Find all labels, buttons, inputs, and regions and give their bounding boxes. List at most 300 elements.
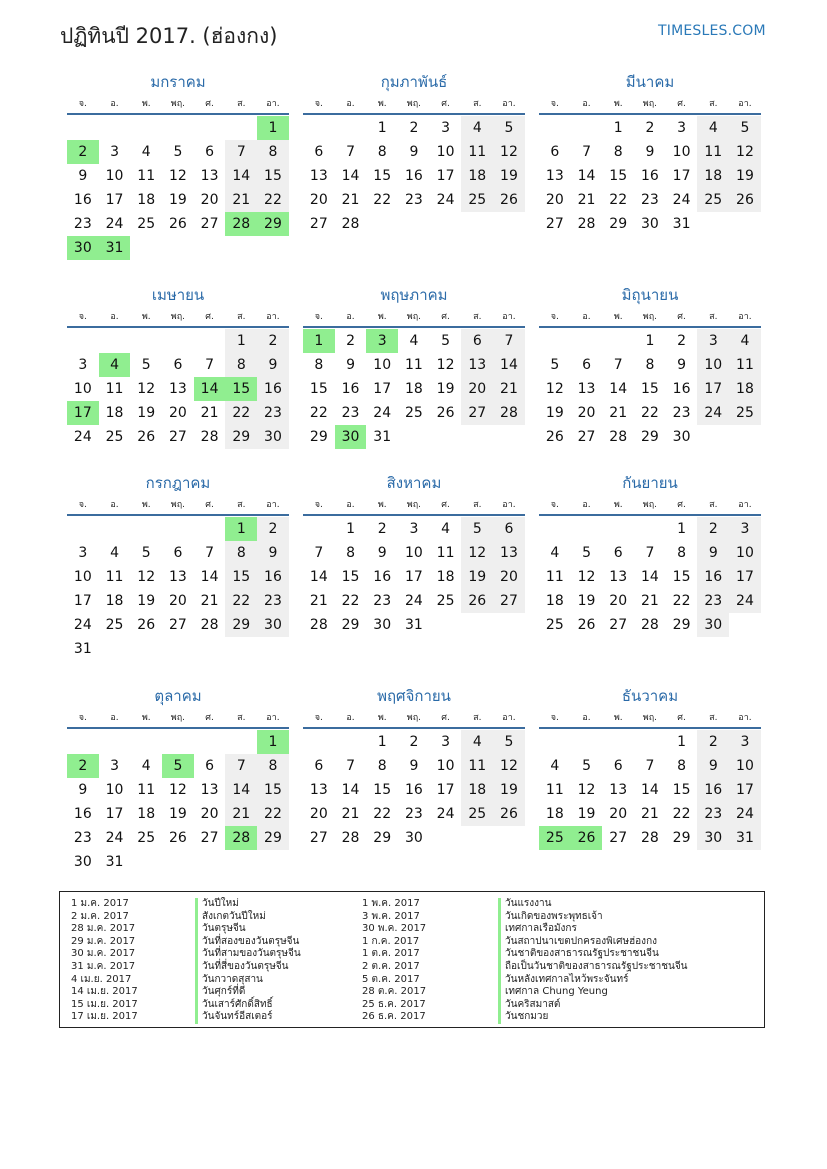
holiday-day-cell: 25 [539,826,571,850]
day-cell: 17 [373,381,392,397]
weekday-label: พ. [613,99,623,109]
day-cell: 1 [377,120,387,136]
day-cell: 7 [346,758,355,774]
day-cell: 16 [373,569,392,585]
day-cell: 6 [550,144,560,160]
legend-dates-col-2 [362,898,426,1024]
legend-date: 26 ธ.ค. 2017 [362,1011,426,1023]
day-cell: 1 [225,329,257,353]
empty-cell [162,329,194,353]
weekday-label: พ. [613,500,623,510]
month-block [539,71,761,236]
day-cell: 8 [645,357,655,373]
weekday-label: ส. [237,713,246,723]
empty-cell [225,730,257,754]
day-cell: 23 [73,830,92,846]
day-cell: 22 [341,593,360,609]
weekday-header [67,93,289,115]
empty-cell [130,517,162,541]
day-cell: 5 [441,333,451,349]
empty-cell [602,329,634,353]
weekday-label: อา. [502,312,516,322]
day-cell: 10 [404,545,423,561]
day-cell: 28 [493,401,525,425]
day-grid [303,730,525,850]
day-cell: 15 [672,569,691,585]
day-cell: 5 [550,357,560,373]
day-cell: 8 [377,758,387,774]
day-cell: 30 [373,617,392,633]
day-cell: 9 [377,545,387,561]
day-cell: 25 [461,188,493,212]
month-block [539,472,761,637]
day-cell: 16 [404,782,423,798]
day-cell: 9 [697,541,729,565]
day-cell: 9 [78,782,88,798]
day-cell: 29 [225,613,257,637]
month-name: กันยายน [622,474,678,492]
day-cell: 9 [645,144,655,160]
site-link[interactable]: TIMESLES.COM [658,23,766,39]
legend-holiday-name: ถือเป็นวันชาติของสาธารณรัฐประชาชนจีน [498,961,688,974]
weekday-header [67,707,289,729]
weekday-label: อา. [266,713,280,723]
day-cell: 10 [373,357,392,373]
day-cell: 10 [729,754,761,778]
day-grid [303,329,525,449]
holiday-day-cell: 28 [225,826,257,850]
weekday-label: อ. [346,713,355,723]
weekday-label: พ. [141,713,151,723]
weekday-label: อา. [266,500,280,510]
day-cell: 12 [436,357,455,373]
weekday-label: ส. [473,312,482,322]
month-block [303,685,525,850]
day-cell: 3 [441,734,451,750]
page-title: ปฏิทินปี 2017. (ฮ่องกง) [60,24,278,48]
day-cell: 8 [257,754,289,778]
day-cell: 16 [257,565,289,589]
holiday-day-cell: 31 [99,236,131,260]
weekday-label: ศ. [677,99,686,109]
day-cell: 5 [729,116,761,140]
day-cell: 27 [168,429,187,445]
legend-names-col-2 [498,898,688,1024]
holiday-day-cell: 28 [225,212,257,236]
day-cell: 7 [225,754,257,778]
day-cell: 23 [672,405,691,421]
day-cell: 23 [257,401,289,425]
day-cell: 15 [373,782,392,798]
day-cell: 30 [697,826,729,850]
day-cell: 29 [225,425,257,449]
month-name: มีนาคม [625,73,675,91]
weekday-label: อา. [738,500,752,510]
day-cell: 25 [105,429,124,445]
day-cell: 4 [729,329,761,353]
day-cell: 26 [493,188,525,212]
month-name: พฤศจิกายน [377,687,451,705]
day-cell: 28 [609,429,628,445]
weekday-label: ศ. [677,500,686,510]
month-block [67,284,289,449]
day-cell: 5 [582,758,591,774]
weekday-label: อา. [738,713,752,723]
day-cell: 26 [493,802,525,826]
day-cell: 16 [404,168,423,184]
day-cell: 1 [346,521,355,537]
day-cell: 11 [137,782,156,798]
empty-cell [162,730,194,754]
day-cell: 24 [373,405,392,421]
legend-holiday-name: วันตรุษจีน [195,923,301,936]
month-name: มกราคม [150,73,206,91]
empty-cell [194,116,226,140]
day-grid [67,329,289,449]
month-block [539,685,761,850]
weekday-label: ส. [709,500,718,510]
month-block [303,472,525,637]
day-cell: 20 [461,377,493,401]
empty-cell [130,116,162,140]
day-cell: 5 [493,730,525,754]
empty-cell [303,730,335,754]
day-cell: 1 [677,521,687,537]
day-cell: 21 [341,806,360,822]
day-cell: 26 [436,405,455,421]
day-cell: 26 [545,429,564,445]
day-cell: 22 [225,589,257,613]
day-cell: 29 [672,617,691,633]
day-cell: 23 [697,802,729,826]
day-cell: 14 [493,353,525,377]
legend-holiday-name: วันที่สามของวันตรุษจีน [195,948,301,961]
day-cell: 31 [729,826,761,850]
weekday-label: พฤ. [642,713,658,723]
day-cell: 6 [613,758,623,774]
month-name: กุมภาพันธ์ [380,73,448,91]
day-cell: 18 [436,569,455,585]
weekday-label: ส. [237,99,246,109]
day-cell: 16 [672,381,691,397]
day-cell: 27 [577,429,596,445]
day-cell: 10 [105,782,124,798]
weekday-label: พ. [141,99,151,109]
day-cell: 16 [73,192,92,208]
weekday-label: อ. [346,99,355,109]
day-cell: 19 [436,381,455,397]
day-cell: 12 [493,140,525,164]
day-cell: 16 [73,806,92,822]
weekday-label: พ. [377,312,387,322]
day-cell: 17 [105,806,124,822]
day-cell: 7 [645,758,655,774]
day-cell: 25 [697,188,729,212]
weekday-label: อา. [502,713,516,723]
day-cell: 22 [257,188,289,212]
day-cell: 16 [341,381,360,397]
day-cell: 20 [309,192,328,208]
day-cell: 22 [609,192,628,208]
weekday-label: ศ. [205,99,214,109]
day-cell: 11 [436,545,455,561]
day-cell: 12 [577,569,596,585]
day-cell: 27 [309,216,328,232]
empty-cell [303,116,335,140]
day-cell: 22 [225,401,257,425]
day-cell: 1 [613,120,623,136]
empty-cell [571,116,603,140]
day-cell: 19 [168,192,187,208]
weekday-label: พ. [141,312,151,322]
holiday-day-cell: 30 [67,236,99,260]
month-name: มิถุนายน [621,286,679,304]
weekday-label: จ. [550,713,559,723]
day-cell: 29 [257,826,289,850]
day-cell: 17 [73,593,92,609]
day-cell: 21 [200,593,219,609]
day-cell: 6 [461,329,493,353]
legend-date: 29 ม.ค. 2017 [71,935,136,947]
holiday-day-cell: 17 [67,401,99,425]
day-cell: 11 [105,381,124,397]
weekday-label: ศ. [205,312,214,322]
weekday-label: พฤ. [642,99,658,109]
day-cell: 4 [141,144,151,160]
legend-date: 30 ม.ค. 2017 [71,948,136,960]
holiday-day-cell: 5 [162,754,194,778]
day-cell: 26 [577,617,596,633]
day-cell: 13 [200,782,219,798]
month-name: ธันวาคม [621,687,679,705]
day-cell: 28 [309,617,328,633]
legend-holiday-name: วันแรงงาน [498,898,688,911]
empty-cell [335,116,367,140]
empty-cell [162,116,194,140]
day-cell: 4 [550,545,560,561]
day-cell: 10 [697,353,729,377]
weekday-label: ส. [709,99,718,109]
legend-date: 3 พ.ค. 2017 [362,910,420,922]
empty-cell [99,730,131,754]
weekday-label: พ. [377,99,387,109]
day-cell: 10 [436,144,455,160]
day-cell: 6 [205,144,215,160]
empty-cell [539,329,571,353]
day-cell: 28 [577,216,596,232]
weekday-label: พฤ. [170,500,186,510]
day-cell: 20 [309,806,328,822]
day-cell: 11 [461,140,493,164]
day-cell: 19 [137,405,156,421]
legend-date: 30 พ.ค. 2017 [362,923,427,935]
day-cell: 24 [73,617,92,633]
day-cell: 8 [257,140,289,164]
weekday-label: อ. [110,312,119,322]
day-cell: 9 [697,754,729,778]
day-cell: 21 [309,593,328,609]
day-cell: 11 [404,357,423,373]
day-cell: 13 [168,381,187,397]
weekday-label: พ. [141,500,151,510]
legend-holiday-name: วันหลังเทศกาลไหว้พระจันทร์ [498,974,688,987]
weekday-label: จ. [550,500,559,510]
holiday-day-cell: 3 [366,329,398,353]
weekday-label: พฤ. [406,99,422,109]
day-cell: 24 [697,401,729,425]
day-cell: 3 [729,517,761,541]
legend-date: 28 ต.ค. 2017 [362,986,427,998]
day-cell: 20 [577,405,596,421]
month-name: เมษายน [151,286,205,304]
legend-holiday-name: วันปีใหม่ [195,898,301,911]
day-cell: 10 [672,144,691,160]
weekday-label: จ. [78,312,87,322]
empty-cell [194,730,226,754]
day-cell: 21 [225,188,257,212]
empty-cell [67,517,99,541]
day-cell: 20 [609,593,628,609]
weekday-header [67,306,289,328]
day-cell: 9 [346,357,355,373]
day-cell: 3 [110,758,119,774]
legend-holiday-name: วันชาติของสาธารณรัฐประชาชนจีน [498,948,688,961]
day-cell: 24 [73,429,92,445]
day-cell: 25 [461,802,493,826]
empty-cell [539,116,571,140]
legend-date: 1 ก.ค. 2017 [362,935,420,947]
empty-cell [335,730,367,754]
weekday-label: ส. [473,713,482,723]
day-cell: 17 [697,377,729,401]
day-cell: 26 [137,429,156,445]
weekday-label: อ. [110,99,119,109]
day-cell: 11 [729,353,761,377]
weekday-label: พ. [377,713,387,723]
weekday-header [539,306,761,328]
weekday-label: จ. [550,312,559,322]
day-cell: 26 [168,830,187,846]
legend-date: 1 ต.ค. 2017 [362,948,420,960]
day-cell: 12 [168,168,187,184]
day-cell: 18 [105,593,124,609]
day-cell: 4 [461,116,493,140]
day-cell: 15 [341,569,360,585]
holiday-day-cell: 26 [571,826,603,850]
day-cell: 21 [341,192,360,208]
day-cell: 21 [493,377,525,401]
weekday-label: จ. [550,99,559,109]
legend-holiday-name: เทศกาลเรือมังกร [498,923,688,936]
day-cell: 14 [341,782,360,798]
empty-cell [539,730,571,754]
legend-holiday-name: วันที่สี่ของวันตรุษจีน [195,961,301,974]
day-cell: 7 [493,329,525,353]
day-cell: 22 [640,405,659,421]
holiday-legend [59,891,765,1028]
legend-dates-col-1 [71,898,138,1024]
day-cell: 9 [409,144,419,160]
day-cell: 6 [173,545,183,561]
day-cell: 22 [373,806,392,822]
day-cell: 4 [110,545,119,561]
weekday-label: อ. [582,713,591,723]
day-cell: 23 [341,405,360,421]
day-cell: 10 [73,569,92,585]
weekday-label: พฤ. [642,312,658,322]
day-cell: 8 [346,545,355,561]
holiday-day-cell: 14 [194,377,226,401]
day-cell: 19 [493,778,525,802]
day-cell: 13 [309,782,328,798]
day-cell: 25 [105,617,124,633]
weekday-label: ส. [709,713,718,723]
day-cell: 23 [73,216,92,232]
day-cell: 7 [582,144,591,160]
day-cell: 30 [672,429,691,445]
month-name: กรกฎาคม [145,474,211,492]
day-cell: 22 [257,802,289,826]
day-cell: 16 [257,377,289,401]
day-cell: 13 [493,541,525,565]
day-cell: 18 [461,778,493,802]
day-cell: 18 [729,377,761,401]
day-cell: 26 [137,617,156,633]
day-grid [539,517,761,637]
day-cell: 20 [200,806,219,822]
month-block [539,284,761,449]
day-cell: 6 [493,517,525,541]
weekday-label: ศ. [441,99,450,109]
day-cell: 16 [697,778,729,802]
day-cell: 27 [461,401,493,425]
weekday-label: จ. [314,312,323,322]
empty-cell [225,116,257,140]
day-cell: 2 [257,517,289,541]
day-cell: 6 [205,758,215,774]
legend-holiday-name: วันชกมวย [498,1011,688,1024]
day-cell: 28 [341,216,360,232]
day-cell: 30 [257,425,289,449]
day-cell: 19 [545,405,564,421]
day-cell: 20 [168,405,187,421]
day-cell: 17 [436,168,455,184]
day-cell: 18 [137,806,156,822]
weekday-header [67,494,289,516]
day-cell: 3 [677,120,687,136]
day-cell: 14 [609,381,628,397]
day-cell: 5 [173,144,183,160]
weekday-label: อ. [582,99,591,109]
day-cell: 26 [461,589,493,613]
empty-cell [303,517,335,541]
holiday-day-cell: 1 [225,517,257,541]
day-cell: 13 [609,782,628,798]
empty-cell [99,517,131,541]
empty-cell [67,329,99,353]
day-cell: 16 [697,565,729,589]
day-grid [67,517,289,661]
day-cell: 21 [577,192,596,208]
day-cell: 1 [377,734,387,750]
day-cell: 12 [461,541,493,565]
legend-holiday-name: วันเกิดของพระพุทธเจ้า [498,911,688,924]
day-cell: 13 [609,569,628,585]
day-grid [539,329,761,449]
legend-date: 1 พ.ค. 2017 [362,898,420,909]
empty-cell [571,517,603,541]
day-cell: 27 [200,216,219,232]
